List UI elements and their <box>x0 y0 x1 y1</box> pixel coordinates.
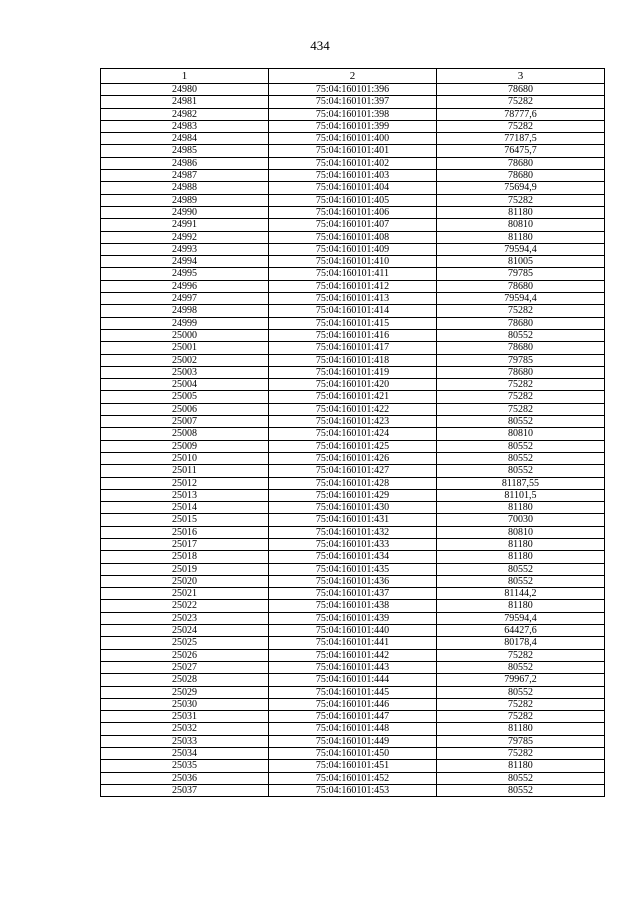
row-number-cell: 25029 <box>101 686 269 698</box>
cadastral-number-cell: 75:04:160101:426 <box>269 452 437 464</box>
table-row <box>101 502 605 514</box>
row-number-cell: 25034 <box>101 748 269 760</box>
cadastral-number-cell: 75:04:160101:415 <box>269 317 437 329</box>
table-row <box>101 416 605 428</box>
cadastral-number-cell: 75:04:160101:437 <box>269 588 437 600</box>
value-cell: 80552 <box>437 563 605 575</box>
value-cell: 80552 <box>437 452 605 464</box>
cadastral-number-cell: 75:04:160101:411 <box>269 268 437 280</box>
table-row <box>101 723 605 735</box>
table-row <box>101 760 605 772</box>
table-row <box>101 403 605 415</box>
value-cell: 81180 <box>437 551 605 563</box>
row-number-cell: 25026 <box>101 649 269 661</box>
table-row <box>101 219 605 231</box>
row-number-cell: 25005 <box>101 391 269 403</box>
cadastral-number-cell: 75:04:160101:396 <box>269 84 437 96</box>
row-number-cell: 24987 <box>101 170 269 182</box>
value-cell: 75282 <box>437 698 605 710</box>
table-row <box>101 465 605 477</box>
cadastral-number-cell: 75:04:160101:416 <box>269 329 437 341</box>
value-cell: 75282 <box>437 748 605 760</box>
row-number-cell: 25015 <box>101 514 269 526</box>
row-number-cell: 25003 <box>101 366 269 378</box>
row-number-cell: 25004 <box>101 379 269 391</box>
value-cell: 80552 <box>437 661 605 673</box>
cadastral-number-cell: 75:04:160101:420 <box>269 379 437 391</box>
table-row <box>101 280 605 292</box>
table-row <box>101 329 605 341</box>
column-header-3: 3 <box>437 69 605 84</box>
cadastral-number-cell: 75:04:160101:436 <box>269 575 437 587</box>
row-number-cell: 25032 <box>101 723 269 735</box>
table-row <box>101 120 605 132</box>
row-number-cell: 24984 <box>101 133 269 145</box>
cadastral-number-cell: 75:04:160101:397 <box>269 96 437 108</box>
row-number-cell: 25022 <box>101 600 269 612</box>
row-number-cell: 25017 <box>101 538 269 550</box>
table-row <box>101 514 605 526</box>
cadastral-number-cell: 75:04:160101:450 <box>269 748 437 760</box>
header-row <box>101 69 605 84</box>
table-row <box>101 170 605 182</box>
value-cell: 78777,6 <box>437 108 605 120</box>
value-cell: 79785 <box>437 354 605 366</box>
value-cell: 75282 <box>437 96 605 108</box>
cadastral-number-cell: 75:04:160101:430 <box>269 502 437 514</box>
cadastral-number-cell: 75:04:160101:414 <box>269 305 437 317</box>
value-cell: 79594,4 <box>437 612 605 624</box>
value-cell: 75282 <box>437 120 605 132</box>
cadastral-number-cell: 75:04:160101:417 <box>269 342 437 354</box>
value-cell: 81180 <box>437 231 605 243</box>
row-number-cell: 25009 <box>101 440 269 452</box>
value-cell: 80552 <box>437 784 605 796</box>
table-row <box>101 133 605 145</box>
row-number-cell: 24982 <box>101 108 269 120</box>
table-row <box>101 748 605 760</box>
table-header <box>101 69 605 84</box>
table-row <box>101 661 605 673</box>
value-cell: 76475,7 <box>437 145 605 157</box>
row-number-cell: 24983 <box>101 120 269 132</box>
value-cell: 79967,2 <box>437 674 605 686</box>
row-number-cell: 25037 <box>101 784 269 796</box>
cadastral-number-cell: 75:04:160101:403 <box>269 170 437 182</box>
value-cell: 80178,4 <box>437 637 605 649</box>
cadastral-number-cell: 75:04:160101:433 <box>269 538 437 550</box>
cadastral-number-cell: 75:04:160101:422 <box>269 403 437 415</box>
value-cell: 75282 <box>437 711 605 723</box>
row-number-cell: 25000 <box>101 329 269 341</box>
table-row <box>101 526 605 538</box>
value-cell: 79594,4 <box>437 243 605 255</box>
value-cell: 80552 <box>437 465 605 477</box>
cadastral-number-cell: 75:04:160101:404 <box>269 182 437 194</box>
value-cell: 78680 <box>437 84 605 96</box>
table-row <box>101 293 605 305</box>
cadastral-number-cell: 75:04:160101:409 <box>269 243 437 255</box>
row-number-cell: 24981 <box>101 96 269 108</box>
value-cell: 81187,55 <box>437 477 605 489</box>
cadastral-number-cell: 75:04:160101:432 <box>269 526 437 538</box>
cadastral-number-cell: 75:04:160101:418 <box>269 354 437 366</box>
row-number-cell: 24992 <box>101 231 269 243</box>
cadastral-number-cell: 75:04:160101:441 <box>269 637 437 649</box>
value-cell: 78680 <box>437 317 605 329</box>
cadastral-number-cell: 75:04:160101:412 <box>269 280 437 292</box>
row-number-cell: 24988 <box>101 182 269 194</box>
row-number-cell: 25001 <box>101 342 269 354</box>
table-row <box>101 145 605 157</box>
row-number-cell: 25025 <box>101 637 269 649</box>
value-cell: 81180 <box>437 206 605 218</box>
cadastral-number-cell: 75:04:160101:398 <box>269 108 437 120</box>
value-cell: 78680 <box>437 170 605 182</box>
cadastral-number-cell: 75:04:160101:449 <box>269 735 437 747</box>
cadastral-number-cell: 75:04:160101:425 <box>269 440 437 452</box>
table-row <box>101 575 605 587</box>
table-row <box>101 108 605 120</box>
table-row <box>101 379 605 391</box>
row-number-cell: 24986 <box>101 157 269 169</box>
row-number-cell: 25019 <box>101 563 269 575</box>
table-row <box>101 674 605 686</box>
row-number-cell: 25035 <box>101 760 269 772</box>
table-body <box>101 84 605 797</box>
table-row <box>101 735 605 747</box>
table-row <box>101 588 605 600</box>
row-number-cell: 25014 <box>101 502 269 514</box>
cadastral-number-cell: 75:04:160101:445 <box>269 686 437 698</box>
cadastral-number-cell: 75:04:160101:442 <box>269 649 437 661</box>
table-row <box>101 391 605 403</box>
cadastral-number-cell: 75:04:160101:453 <box>269 784 437 796</box>
table-row <box>101 784 605 796</box>
row-number-cell: 24999 <box>101 317 269 329</box>
row-number-cell: 25010 <box>101 452 269 464</box>
table-row <box>101 637 605 649</box>
cadastral-number-cell: 75:04:160101:434 <box>269 551 437 563</box>
cadastral-number-cell: 75:04:160101:444 <box>269 674 437 686</box>
table-row <box>101 612 605 624</box>
value-cell: 70030 <box>437 514 605 526</box>
column-header-1: 1 <box>101 69 269 84</box>
row-number-cell: 25024 <box>101 625 269 637</box>
table-row <box>101 354 605 366</box>
table-row <box>101 711 605 723</box>
value-cell: 80552 <box>437 440 605 452</box>
row-number-cell: 25027 <box>101 661 269 673</box>
value-cell: 79785 <box>437 268 605 280</box>
value-cell: 77187,5 <box>437 133 605 145</box>
table-row <box>101 231 605 243</box>
table-row <box>101 96 605 108</box>
table-row <box>101 243 605 255</box>
cadastral-number-cell: 75:04:160101:435 <box>269 563 437 575</box>
cadastral-number-cell: 75:04:160101:407 <box>269 219 437 231</box>
table-row <box>101 84 605 96</box>
value-cell: 80810 <box>437 526 605 538</box>
cadastral-number-cell: 75:04:160101:413 <box>269 293 437 305</box>
row-number-cell: 25013 <box>101 489 269 501</box>
cadastral-number-cell: 75:04:160101:406 <box>269 206 437 218</box>
value-cell: 64427,6 <box>437 625 605 637</box>
cadastral-number-cell: 75:04:160101:410 <box>269 256 437 268</box>
row-number-cell: 25033 <box>101 735 269 747</box>
table-row <box>101 342 605 354</box>
table-row <box>101 625 605 637</box>
row-number-cell: 25020 <box>101 575 269 587</box>
value-cell: 79594,4 <box>437 293 605 305</box>
cadastral-number-cell: 75:04:160101:424 <box>269 428 437 440</box>
table-row <box>101 489 605 501</box>
cadastral-number-cell: 75:04:160101:402 <box>269 157 437 169</box>
row-number-cell: 25018 <box>101 551 269 563</box>
value-cell: 81180 <box>437 538 605 550</box>
cadastral-number-cell: 75:04:160101:446 <box>269 698 437 710</box>
value-cell: 81180 <box>437 600 605 612</box>
value-cell: 80552 <box>437 416 605 428</box>
cadastral-number-cell: 75:04:160101:428 <box>269 477 437 489</box>
cadastral-number-cell: 75:04:160101:443 <box>269 661 437 673</box>
row-number-cell: 25021 <box>101 588 269 600</box>
value-cell: 79785 <box>437 735 605 747</box>
table-row <box>101 538 605 550</box>
value-cell: 81005 <box>437 256 605 268</box>
row-number-cell: 24996 <box>101 280 269 292</box>
row-number-cell: 24991 <box>101 219 269 231</box>
cadastral-number-cell: 75:04:160101:439 <box>269 612 437 624</box>
row-number-cell: 24997 <box>101 293 269 305</box>
cadastral-number-cell: 75:04:160101:423 <box>269 416 437 428</box>
cadastral-number-cell: 75:04:160101:405 <box>269 194 437 206</box>
row-number-cell: 24994 <box>101 256 269 268</box>
table-row <box>101 698 605 710</box>
row-number-cell: 25002 <box>101 354 269 366</box>
cadastral-number-cell: 75:04:160101:427 <box>269 465 437 477</box>
value-cell: 78680 <box>437 342 605 354</box>
value-cell: 80552 <box>437 329 605 341</box>
value-cell: 78680 <box>437 366 605 378</box>
cadastral-number-cell: 75:04:160101:448 <box>269 723 437 735</box>
cadastral-number-cell: 75:04:160101:451 <box>269 760 437 772</box>
row-number-cell: 25012 <box>101 477 269 489</box>
row-number-cell: 24985 <box>101 145 269 157</box>
value-cell: 75282 <box>437 379 605 391</box>
cadastral-number-cell: 75:04:160101:452 <box>269 772 437 784</box>
value-cell: 80552 <box>437 686 605 698</box>
cadastral-number-cell: 75:04:160101:440 <box>269 625 437 637</box>
row-number-cell: 25016 <box>101 526 269 538</box>
row-number-cell: 25030 <box>101 698 269 710</box>
value-cell: 75694,9 <box>437 182 605 194</box>
table-row <box>101 366 605 378</box>
table-row <box>101 194 605 206</box>
row-number-cell: 24980 <box>101 84 269 96</box>
row-number-cell: 24998 <box>101 305 269 317</box>
cadastral-number-cell: 75:04:160101:400 <box>269 133 437 145</box>
table-row <box>101 649 605 661</box>
table-row <box>101 772 605 784</box>
cadastral-number-cell: 75:04:160101:419 <box>269 366 437 378</box>
row-number-cell: 24990 <box>101 206 269 218</box>
value-cell: 75282 <box>437 194 605 206</box>
value-cell: 81101,5 <box>437 489 605 501</box>
table-row <box>101 477 605 489</box>
value-cell: 78680 <box>437 157 605 169</box>
table-row <box>101 256 605 268</box>
row-number-cell: 25028 <box>101 674 269 686</box>
table-row <box>101 440 605 452</box>
row-number-cell: 24993 <box>101 243 269 255</box>
row-number-cell: 25036 <box>101 772 269 784</box>
column-header-2: 2 <box>269 69 437 84</box>
row-number-cell: 25011 <box>101 465 269 477</box>
value-cell: 78680 <box>437 280 605 292</box>
table-row <box>101 563 605 575</box>
table-row <box>101 600 605 612</box>
value-cell: 75282 <box>437 305 605 317</box>
value-cell: 81180 <box>437 502 605 514</box>
row-number-cell: 24989 <box>101 194 269 206</box>
table-row <box>101 182 605 194</box>
row-number-cell: 24995 <box>101 268 269 280</box>
cadastral-number-cell: 75:04:160101:421 <box>269 391 437 403</box>
row-number-cell: 25007 <box>101 416 269 428</box>
value-cell: 81144,2 <box>437 588 605 600</box>
table-row <box>101 551 605 563</box>
cadastral-number-cell: 75:04:160101:408 <box>269 231 437 243</box>
value-cell: 80810 <box>437 219 605 231</box>
value-cell: 80552 <box>437 772 605 784</box>
table-row <box>101 452 605 464</box>
value-cell: 75282 <box>437 649 605 661</box>
row-number-cell: 25031 <box>101 711 269 723</box>
table-row <box>101 686 605 698</box>
cadastral-number-cell: 75:04:160101:429 <box>269 489 437 501</box>
cadastral-number-cell: 75:04:160101:431 <box>269 514 437 526</box>
value-cell: 81180 <box>437 723 605 735</box>
table-row <box>101 305 605 317</box>
value-cell: 80552 <box>437 575 605 587</box>
row-number-cell: 25006 <box>101 403 269 415</box>
page-number: 434 <box>310 38 330 53</box>
value-cell: 75282 <box>437 391 605 403</box>
value-cell: 81180 <box>437 760 605 772</box>
row-number-cell: 25008 <box>101 428 269 440</box>
cadastral-number-cell: 75:04:160101:401 <box>269 145 437 157</box>
table-row <box>101 206 605 218</box>
table-row <box>101 268 605 280</box>
table-row <box>101 157 605 169</box>
row-number-cell: 25023 <box>101 612 269 624</box>
value-cell: 75282 <box>437 403 605 415</box>
cadastral-number-cell: 75:04:160101:399 <box>269 120 437 132</box>
table-row <box>101 428 605 440</box>
table-row <box>101 317 605 329</box>
value-cell: 80810 <box>437 428 605 440</box>
cadastral-number-cell: 75:04:160101:447 <box>269 711 437 723</box>
cadastral-number-cell: 75:04:160101:438 <box>269 600 437 612</box>
data-table <box>100 68 605 797</box>
